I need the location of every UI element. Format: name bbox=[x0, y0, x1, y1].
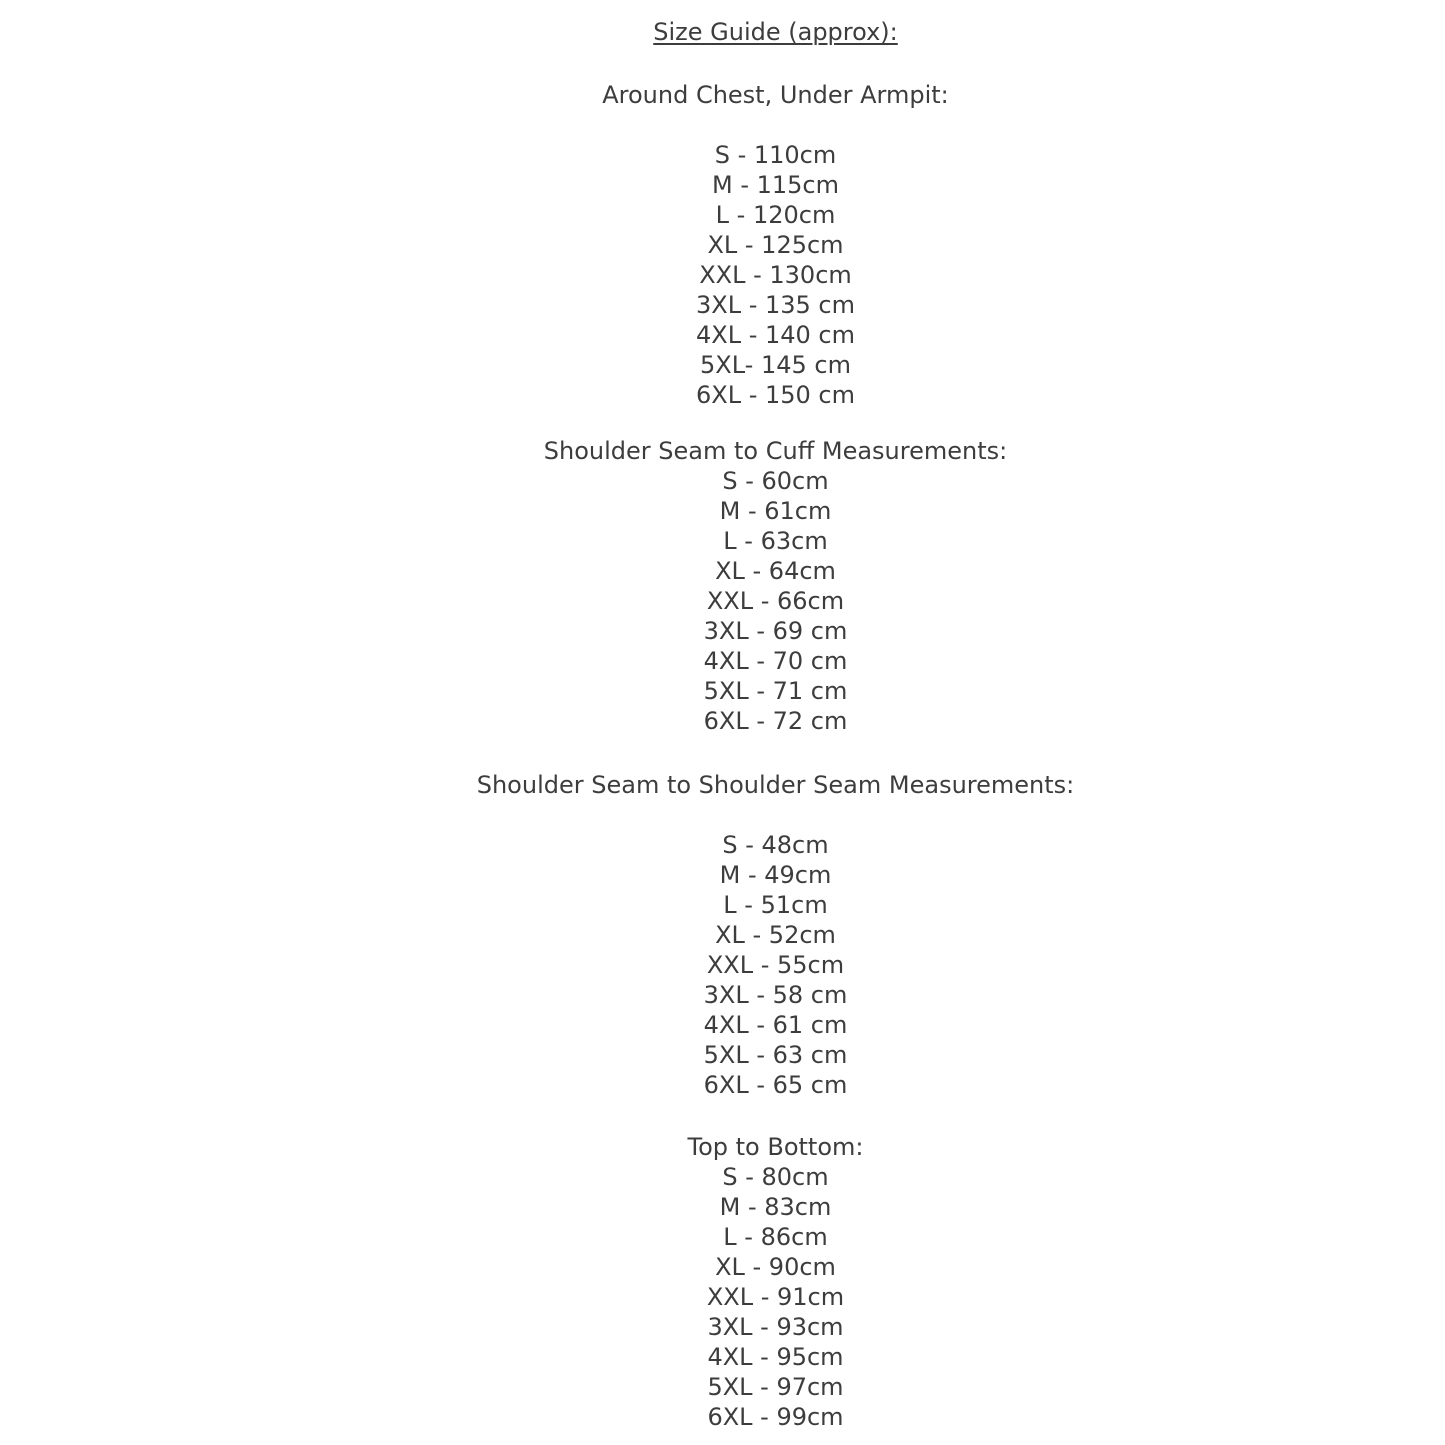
size-item: 3XL - 58 cm bbox=[703, 981, 848, 1009]
size-item: M - 83cm bbox=[719, 1193, 832, 1221]
section-top-to-bottom bbox=[106, 1132, 1445, 1432]
size-item: L - 51cm bbox=[723, 891, 828, 919]
section-shoulder-to-cuff bbox=[106, 436, 1445, 736]
size-item: XXL - 66cm bbox=[706, 587, 845, 615]
size-item: 3XL - 69 cm bbox=[703, 617, 848, 645]
section-around-chest bbox=[106, 80, 1445, 410]
size-item: L - 63cm bbox=[723, 527, 828, 555]
size-item: XL - 64cm bbox=[715, 557, 836, 585]
size-item: M - 49cm bbox=[719, 861, 832, 889]
section-heading: Shoulder Seam to Shoulder Seam Measurements: bbox=[476, 771, 1075, 799]
size-item: S - 60cm bbox=[722, 467, 829, 495]
size-item: 5XL - 71 cm bbox=[703, 677, 848, 705]
size-item: 5XL- 145 cm bbox=[700, 351, 851, 379]
size-item: S - 80cm bbox=[722, 1163, 829, 1191]
section-heading: Top to Bottom: bbox=[687, 1133, 864, 1161]
section-heading: Around Chest, Under Armpit: bbox=[602, 81, 949, 109]
size-item: L - 120cm bbox=[715, 201, 836, 229]
size-item: 4XL - 61 cm bbox=[703, 1011, 848, 1039]
size-item: 5XL - 63 cm bbox=[703, 1041, 848, 1069]
size-item: 6XL - 72 cm bbox=[703, 707, 848, 735]
size-item: S - 48cm bbox=[722, 831, 829, 859]
size-item: 4XL - 95cm bbox=[707, 1343, 844, 1371]
section-heading: Shoulder Seam to Cuff Measurements: bbox=[543, 437, 1008, 465]
size-item: XL - 90cm bbox=[715, 1253, 836, 1281]
size-item: XXL - 130cm bbox=[699, 261, 852, 289]
size-item: S - 110cm bbox=[714, 141, 837, 169]
size-item: M - 61cm bbox=[719, 497, 832, 525]
size-item: 6XL - 99cm bbox=[707, 1403, 844, 1431]
size-item: XL - 52cm bbox=[715, 921, 836, 949]
page-title: Size Guide (approx): bbox=[653, 18, 898, 46]
section-shoulder-to-shoulder bbox=[106, 770, 1445, 1100]
size-item: 3XL - 93cm bbox=[707, 1313, 844, 1341]
size-item: M - 115cm bbox=[711, 171, 839, 199]
size-item: 3XL - 135 cm bbox=[695, 291, 855, 319]
size-item: XXL - 55cm bbox=[706, 951, 845, 979]
size-item: 5XL - 97cm bbox=[707, 1373, 844, 1401]
size-item: L - 86cm bbox=[723, 1223, 828, 1251]
size-item: XXL - 91cm bbox=[706, 1283, 845, 1311]
size-item: 6XL - 150 cm bbox=[695, 381, 855, 409]
size-item: XL - 125cm bbox=[707, 231, 844, 259]
size-item: 4XL - 140 cm bbox=[695, 321, 855, 349]
size-item: 6XL - 65 cm bbox=[703, 1071, 848, 1099]
size-item: 4XL - 70 cm bbox=[703, 647, 848, 675]
